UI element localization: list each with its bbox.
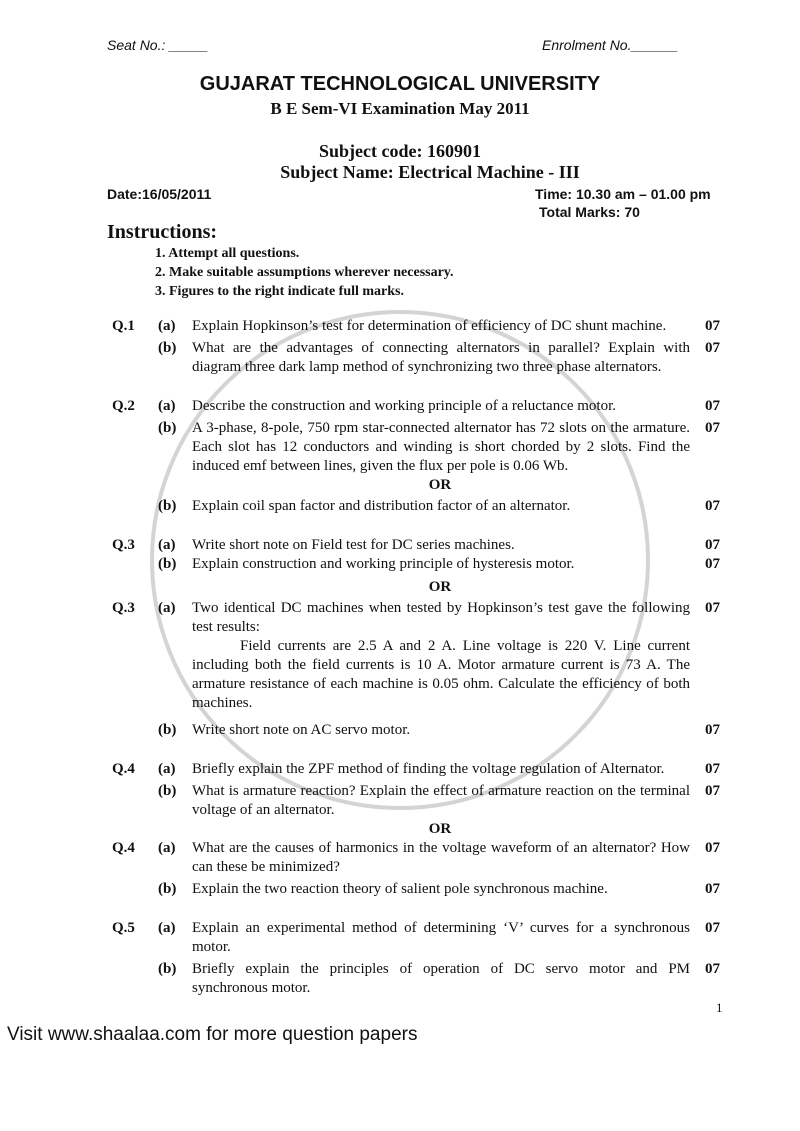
question-part: (b): [158, 420, 177, 436]
question-part: (b): [158, 961, 177, 977]
question-number: Q.5: [112, 920, 135, 936]
exam-date: Date:16/05/2011: [107, 186, 212, 202]
question-text: [192, 782, 690, 820]
question-part: (a): [158, 920, 176, 936]
or-separator: OR: [428, 579, 452, 595]
page-number: 1: [716, 1000, 723, 1015]
question-text-main: Briefly explain the principles of operation of DC servo motor and PM synchronous motor.: [192, 961, 690, 996]
question-marks: 07: [705, 783, 720, 799]
question-text-main: A 3-phase, 8-pole, 750 rpm star-connected alternator has 72 slots on the armature. Each slot has 12 conductors and winding is short chorded by 2 slots. Find the induced emf between lines, given the flux per pole is 0.06 Wb.: [192, 420, 690, 474]
subject-code: Subject code: 160901: [319, 141, 481, 161]
question-text-main: Explain coil span factor and distribution factor of an alternator.: [192, 498, 571, 514]
or-separator: OR: [428, 477, 452, 493]
question-part: (b): [158, 881, 177, 897]
question-part: (b): [158, 498, 177, 514]
question-text-main: Explain the two reaction theory of salient pole synchronous machine.: [192, 881, 608, 897]
question-text: [192, 419, 690, 476]
question-row: [0, 880, 800, 899]
instruction-item: 1. Attempt all questions.: [155, 246, 300, 261]
seat-number: Seat No.: _____: [107, 37, 209, 53]
question-text-main: Explain an experimental method of determining ‘V’ curves for a synchronous motor.: [192, 920, 690, 955]
question-marks: 07: [705, 920, 720, 936]
question-text-main: What is armature reaction? Explain the effect of armature reaction on the terminal voltage of an alternator.: [192, 783, 690, 818]
question-part: (b): [158, 783, 177, 799]
question-marks: 07: [705, 318, 720, 334]
question-text-main: What are the advantages of connecting alternators in parallel? Explain with diagram three dark lamp method of synchronizing two three phase alternators.: [192, 340, 690, 375]
question-text: [192, 555, 690, 574]
question-row: [0, 721, 800, 740]
question-text: [192, 599, 690, 713]
question-part: (a): [158, 761, 176, 777]
question-row: [0, 419, 800, 476]
subject-name: Subject Name: Electrical Machine - III: [280, 162, 580, 182]
question-text-main: Briefly explain the ZPF method of finding the voltage regulation of Alternator.: [192, 761, 665, 777]
footer-text: Visit www.shaalaa.com for more question papers: [7, 1024, 418, 1045]
question-part: (a): [158, 840, 176, 856]
question-marks: 07: [705, 600, 720, 616]
question-marks: 07: [705, 881, 720, 897]
question-text: [192, 497, 690, 516]
or-separator: OR: [428, 821, 452, 837]
question-text: [192, 397, 690, 416]
question-row: [0, 497, 800, 516]
questions-section: [0, 317, 800, 1046]
question-marks: 07: [705, 722, 720, 738]
question-text: [192, 721, 690, 740]
question-text-main: Explain Hopkinson’s test for determination of efficiency of DC shunt machine.: [192, 318, 667, 334]
question-row: [0, 960, 800, 998]
exam-time: Time: 10.30 am – 01.00 pm: [535, 186, 711, 202]
question-marks: 07: [705, 761, 720, 777]
question-text-main: Two identical DC machines when tested by Hopkinson’s test gave the following test results:: [192, 600, 690, 635]
question-row: [0, 339, 800, 377]
question-text-main: What are the causes of harmonics in the voltage waveform of an alternator? How can these be minimized?: [192, 840, 690, 875]
question-row: [0, 397, 800, 416]
question-number: Q.3: [112, 537, 135, 553]
question-number: Q.4: [112, 840, 135, 856]
question-row: [0, 919, 800, 957]
enrolment-number: Enrolment No.______: [542, 37, 679, 53]
question-part: (a): [158, 318, 176, 334]
question-part: (b): [158, 556, 177, 572]
instruction-item: 2. Make suitable assumptions wherever necessary.: [155, 265, 454, 280]
question-number: Q.4: [112, 761, 135, 777]
question-text: [192, 317, 690, 336]
question-text-main: Explain construction and working principle of hysteresis motor.: [192, 556, 575, 572]
question-number: Q.3: [112, 600, 135, 616]
question-text: [192, 339, 690, 377]
question-marks: 07: [705, 961, 720, 977]
question-marks: 07: [705, 340, 720, 356]
question-marks: 07: [705, 556, 720, 572]
question-marks: 07: [705, 398, 720, 414]
university-title: GUJARAT TECHNOLOGICAL UNIVERSITY: [199, 73, 601, 95]
question-marks: 07: [705, 420, 720, 436]
question-row: [0, 782, 800, 820]
question-text: [192, 880, 690, 899]
question-text-main: Describe the construction and working principle of a reluctance motor.: [192, 398, 617, 414]
question-number: Q.1: [112, 318, 135, 334]
instruction-item: 3. Figures to the right indicate full marks.: [155, 284, 405, 299]
question-part: (a): [158, 537, 176, 553]
question-text-main: Write short note on Field test for DC series machines.: [192, 537, 515, 553]
instructions-title: Instructions:: [107, 221, 218, 243]
question-row: [0, 760, 800, 779]
question-row: [0, 839, 800, 877]
question-text-detail: Field currents are 2.5 A and 2 A. Line voltage is 220 V. Line current including both the field currents is 10 A. Motor armature current is 73 A. The armature resistance of each machine is 0.05 ohm. Calculate the efficiency of both machines.: [192, 638, 690, 711]
question-row: [0, 599, 800, 713]
question-marks: 07: [705, 840, 720, 856]
question-text: [192, 760, 690, 779]
question-text: [192, 839, 690, 877]
question-row: [0, 555, 800, 574]
question-text: [192, 536, 690, 555]
question-text: [192, 919, 690, 957]
question-marks: 07: [705, 498, 720, 514]
question-part: (a): [158, 600, 176, 616]
exam-title: B E Sem-VI Examination May 2011: [270, 99, 530, 118]
question-row: [0, 317, 800, 336]
question-part: (a): [158, 398, 176, 414]
question-number: Q.2: [112, 398, 135, 414]
question-text-main: Write short note on AC servo motor.: [192, 722, 411, 738]
question-part: (b): [158, 722, 177, 738]
question-marks: 07: [705, 537, 720, 553]
question-part: (b): [158, 340, 177, 356]
question-text: [192, 960, 690, 998]
total-marks: Total Marks: 70: [539, 204, 640, 220]
question-row: [0, 536, 800, 555]
